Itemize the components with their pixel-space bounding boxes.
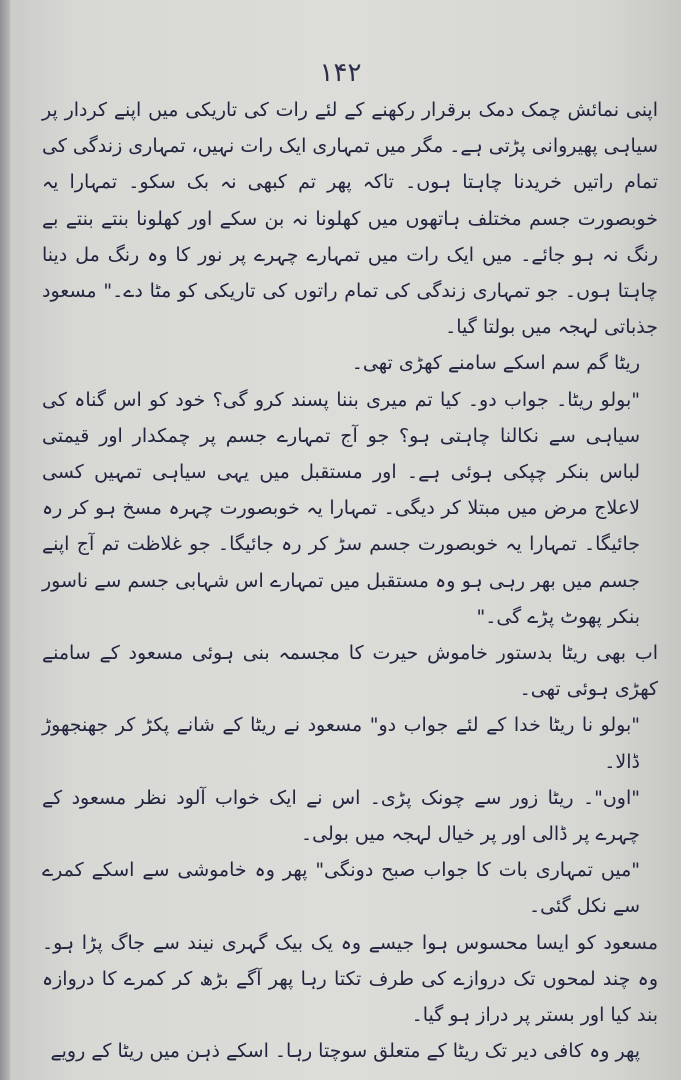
page-body [42, 92, 658, 1069]
paragraph: "بولو ریٹا۔ جواب دو۔ کیا تم میری بننا پسند کرو گی؟ خود کو اس گناہ کی سیاہی سے نکالنا چاہتی ہو؟ جو آج تمہارے جسم پر چمکدار اور قیمتی لباس بنکر چپکی ہوئی ہے۔ اور مستقبل میں یہی سیاہی تمہیں کسی لاعلاج مرض میں مبتلا کر دیگی۔ تمہارا یہ خوبصورت چہرہ مسخ ہو کر رہ جائیگا۔ تمہارا یہ خوبصورت جسم سڑ کر رہ جائیگا۔ جو غلاظت تم آج اپنے جسم میں بھر رہی ہو وہ مستقبل میں تمہارے اس شہابی جسم سے ناسور بنکر پھوٹ پڑے گی۔" [42, 388, 640, 628]
page-number: ۱۴۲ [319, 58, 362, 88]
paragraph: "بولو نا ریٹا خدا کے لئے جواب دو" مسعود نے ریٹا کے شانے پکڑ کر جھنجھوڑ ڈالا۔ [42, 714, 640, 773]
paragraph: اپنی نمائش چمک دمک برقرار رکھنے کے لئے رات کی تاریکی میں اپنے کردار پر سیاہی پھیروانی پڑتی ہے۔ مگر میں تمہاری ایک رات نہیں، تمہاری زندگی کی تمام راتیں خریدنا چاہتا ہوں۔ تاکہ پھر تم کبھی نہ بک سکو۔ تمہارا یہ خوبصورت جسم مختلف ہاتھوں میں کھلونا نہ بن سکے اور کھلونا بنتے بنتے بے رنگ نہ ہو جائے۔ میں ایک رات میں تمہارے چہرے پر نور کا وہ رنگ مل دینا چاہتا ہوں۔ جو تمہاری زندگی کی تمام راتوں کی تاریکی کو مٹا دے۔" مسعود جذباتی لہجہ میں بولتا گیا۔ [42, 99, 658, 339]
paragraph: ریٹا گم سم اسکے سامنے کھڑی تھی۔ [351, 352, 640, 375]
paragraph: مسعود کو ایسا محسوس ہوا جیسے وہ یک بیک گہری نیند سے جاگ پڑا ہو۔ وہ چند لمحوں تک دروازے کی طرف تکتا رہا پھر آگے بڑھ کر کمرے کا دروازہ بند کیا اور بستر پر دراز ہو گیا۔ [42, 931, 658, 1027]
paragraph: "میں تمہاری بات کا جواب صبح دونگی" پھر وہ خاموشی سے اسکے کمرے سے نکل گئی۔ [42, 859, 640, 918]
page-edge-shadow [0, 0, 10, 1080]
paragraph: "اوں"۔ ریٹا زور سے چونک پڑی۔ اس نے ایک خواب آلود نظر مسعود کے چہرے پر ڈالی اور پر خیال لہجہ میں بولی۔ [42, 786, 640, 846]
paragraph: پھر وہ کافی دیر تک ریٹا کے متعلق سوچتا رہا۔ اسکے ذہن میں ریٹا کے رویے [50, 1040, 640, 1063]
paragraph: اب بھی ریٹا بدستور خاموش حیرت کا مجسمہ بنی ہوئی مسعود کے سامنے کھڑی ہوئی تھی۔ [42, 642, 658, 701]
